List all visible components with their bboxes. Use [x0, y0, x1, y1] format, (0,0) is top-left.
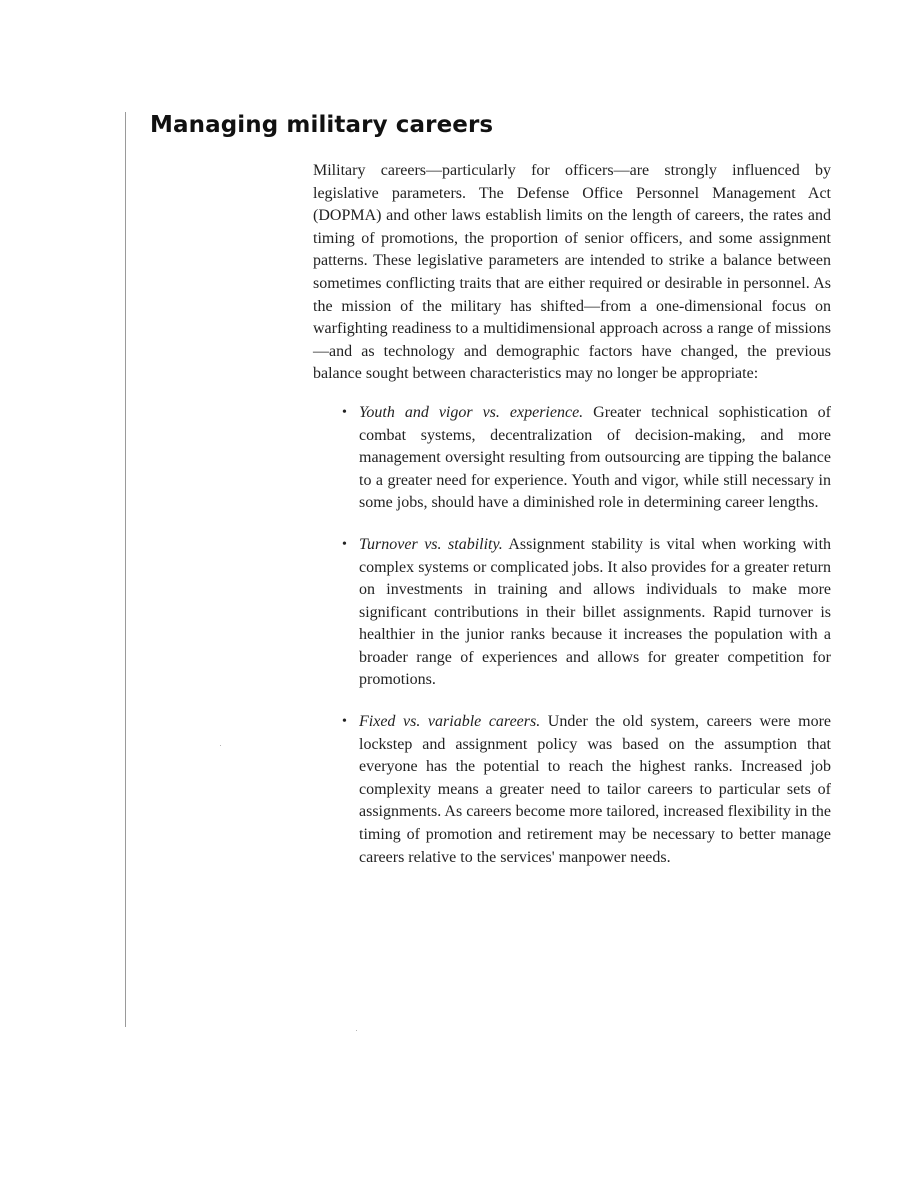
body-text [313, 160, 831, 888]
bullet-lead: Youth and vigor vs. experience. [359, 403, 584, 421]
bullet-icon: • [342, 714, 347, 730]
bullet-text: Under the old system, careers were more lockstep and assignment policy was based on the assumption that everyone has the potential to reach the highest ranks. Increased job complexity means a greater need to tailor careers to particular sets of assignments. As careers become more tailored, increased flexibility in the timing of promotion and retirement may be necessary to better manage careers relative to the services' manpower needs. [359, 713, 831, 866]
bullet-text: Greater technical sophistication of combat systems, decentralization of decision-making, and more management oversight resulting from outsourcing are tipping the balance to a greater need for experience. Youth and vigor, while still necessary in some jobs, should have a diminished role in determining career lengths. [359, 403, 831, 512]
scan-speck [356, 1030, 357, 1031]
bullet-icon: • [342, 536, 347, 552]
bullet-lead: Fixed vs. variable careers. [359, 713, 541, 731]
bullet-text: Assignment stability is vital when working with complex systems or complicated jobs. It also provides for a greater return on investments in training and allows individuals to make more significant contributions in their billet assignments. Rapid turnover is healthier in the junior ranks because it increases the population with a broader range of experiences and allows for greater competition for promotions. [359, 535, 832, 689]
bullet-list [313, 402, 831, 869]
bullet-item [342, 534, 832, 692]
margin-rule [125, 112, 126, 1027]
intro-paragraph: Military careers—particularly for officers—are strongly influenced by legislative parameters. The Defense Office Personnel Management Act (DOPMA) and other laws establish limits on the length of careers, the rates and timing of promotions, the proportion of senior officers, and some assignment patterns. These legislative parameters are intended to strike a balance between sometimes conflicting traits that are either required or desirable in personnel. As the mission of the military has shifted—from a one-dimensional focus on warfighting readiness to a multidimensional approach across a range of missions—and as technology and demographic factors have changed, the previous balance sought between characteristics may no longer be appropriate: [313, 162, 831, 383]
scan-speck [220, 745, 221, 746]
bullet-lead: Turnover vs. stability. [359, 535, 503, 553]
bullet-icon: • [342, 404, 347, 420]
bullet-item [342, 711, 831, 869]
bullet-item [342, 402, 831, 515]
page-title: Managing military careers [150, 112, 494, 138]
